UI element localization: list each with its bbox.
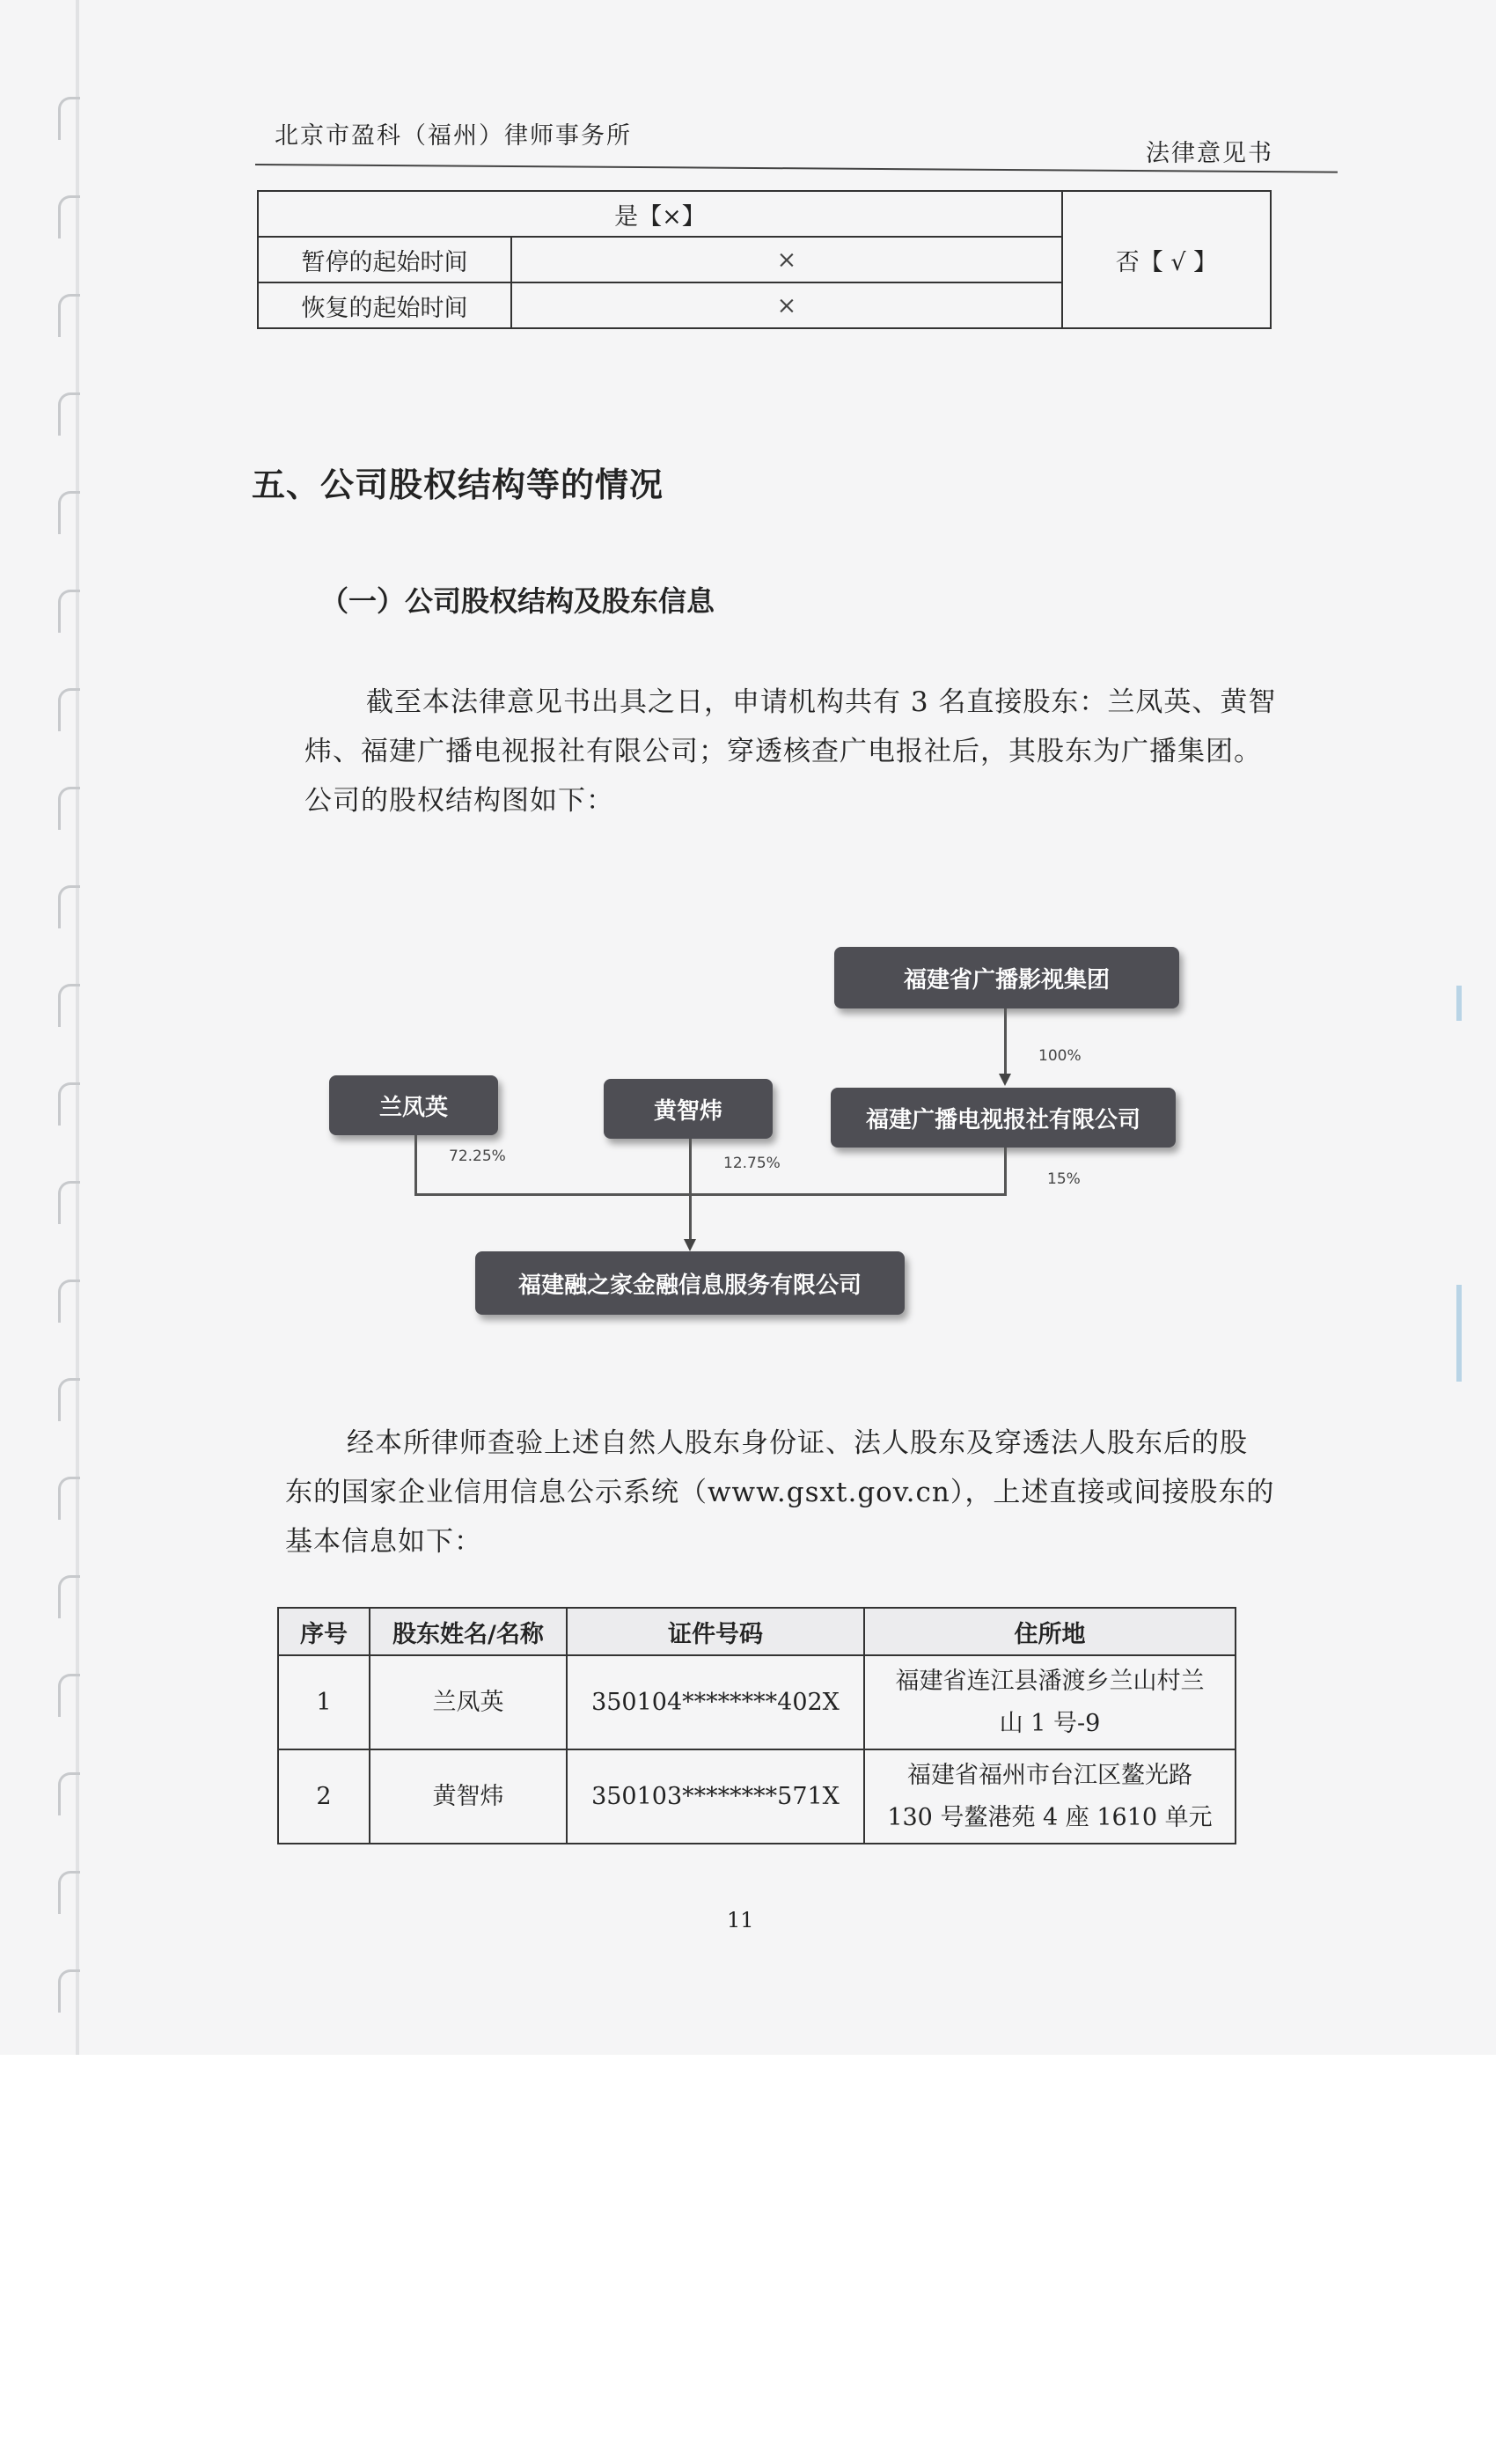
address-line: 福建省连江县潘渡乡兰山村兰 (895, 1667, 1205, 1695)
shareholder-pct-label: 15% (1047, 1170, 1081, 1188)
cell-no: 1 (278, 1655, 370, 1749)
shareholder-box: 福建广播电视报社有限公司 (831, 1088, 1176, 1148)
binding-mark (58, 1674, 80, 1717)
binding-mark (58, 590, 80, 633)
binding-mark (58, 1477, 80, 1520)
yes-cell: 是【×】 (258, 191, 1062, 237)
cell-id: 350104********402X (567, 1655, 864, 1749)
header-doc-type: 法律意见书 (1146, 140, 1273, 167)
binding-mark (58, 1575, 80, 1618)
arrow-head (999, 1074, 1011, 1086)
intro-line: 公司的股权结构图如下： (304, 785, 614, 817)
binding-mark (58, 1378, 80, 1421)
shareholder-table (277, 1607, 1236, 1844)
binding-mark (58, 1280, 80, 1323)
binding-mark (58, 1181, 80, 1224)
scan-edge-mark (1456, 986, 1462, 1021)
connector-line (689, 1139, 692, 1243)
col-header-address: 住所地 (864, 1608, 1236, 1655)
verify-line: 经本所律师查验上述自然人股东身份证、法人股东及穿透法人股东后的股 (347, 1427, 1248, 1459)
col-header-id: 证件号码 (567, 1608, 864, 1655)
blank-scan-area (0, 2055, 1496, 2464)
address-line: 130 号鳌港苑 4 座 1610 单元 (887, 1803, 1213, 1831)
suspend-start-value: × (511, 237, 1062, 282)
binding-mark (58, 1969, 80, 2013)
connector-line (414, 1193, 1007, 1196)
connector-line (1004, 1008, 1007, 1079)
shareholder-box: 兰凤英 (329, 1075, 498, 1135)
arrow-head (684, 1239, 696, 1251)
table-row (278, 1749, 1236, 1844)
shareholder-box: 黄智炜 (604, 1079, 773, 1139)
binding-mark (58, 195, 80, 238)
scan-edge-mark (1456, 1285, 1462, 1382)
binding-mark (58, 984, 80, 1027)
binding-mark (58, 1082, 80, 1126)
binding-mark (58, 688, 80, 731)
subsection-title: （一）公司股权结构及股东信息 (320, 584, 715, 618)
binding-mark (58, 1871, 80, 1914)
resume-start-value: × (511, 282, 1062, 328)
binding-mark (58, 885, 80, 928)
intro-line: 炜、福建广播电视报社有限公司；穿透核查广电报社后，其股东为广播集团。 (304, 736, 1262, 767)
cell-name: 黄智炜 (370, 1749, 567, 1844)
binding-mark (58, 787, 80, 830)
shareholder-pct-label: 72.25% (449, 1148, 506, 1165)
resume-start-label: 恢复的起始时间 (258, 282, 511, 328)
group-box: 福建省广播影视集团 (834, 947, 1179, 1008)
no-cell: 否【 √ 】 (1062, 191, 1271, 328)
verify-line: 东的国家企业信用信息公示系统（www.gsxt.gov.cn），上述直接或间接股东的 (285, 1477, 1275, 1508)
binding-mark (58, 294, 80, 337)
table-row (278, 1655, 1236, 1749)
cell-address (864, 1749, 1236, 1844)
suspend-start-label: 暂停的起始时间 (258, 237, 511, 282)
shareholder-pct-label: 12.75% (723, 1155, 781, 1172)
group-pct-label: 100% (1038, 1047, 1082, 1065)
address-line: 山 1 号-9 (999, 1709, 1101, 1737)
connector-line (414, 1135, 417, 1195)
section-title: 五、公司股权结构等的情况 (252, 466, 664, 504)
suspension-table (257, 190, 1272, 329)
cell-name: 兰凤英 (370, 1655, 567, 1749)
verify-line: 基本信息如下： (285, 1526, 482, 1558)
binding-mark (58, 97, 80, 140)
binding-mark (58, 1772, 80, 1815)
col-header-no: 序号 (278, 1608, 370, 1655)
header-firm-name: 北京市盈科（福州）律师事务所 (275, 122, 632, 150)
company-box: 福建融之家金融信息服务有限公司 (475, 1251, 905, 1315)
connector-line (1004, 1148, 1007, 1195)
cell-address (864, 1655, 1236, 1749)
col-header-name: 股东姓名/名称 (370, 1608, 567, 1655)
page-number: 11 (727, 1908, 754, 1932)
cell-no: 2 (278, 1749, 370, 1844)
binding-mark (58, 392, 80, 436)
cell-id: 350103********571X (567, 1749, 864, 1844)
intro-line: 截至本法律意见书出具之日，申请机构共有 3 名直接股东：兰凤英、黄智 (366, 686, 1277, 718)
binding-mark (58, 491, 80, 534)
address-line: 福建省福州市台江区鳌光路 (907, 1761, 1192, 1789)
